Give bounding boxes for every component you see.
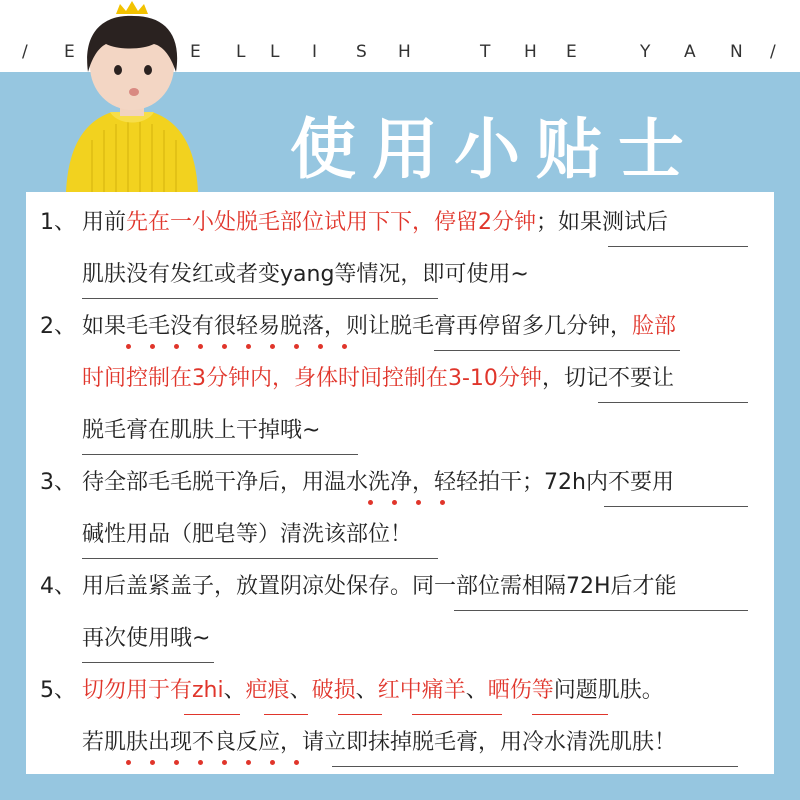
tip-text: 、 (223, 678, 246, 703)
text-underline (332, 766, 738, 767)
tip-text: 、 (289, 678, 312, 703)
brand-letter: / (770, 42, 776, 62)
tip-text: 如果毛毛没有很轻易脱落，则让脱毛膏再停留多几分钟， (82, 314, 633, 339)
text-underline (82, 558, 438, 559)
brand-letter: H (524, 42, 537, 62)
tip-text-highlight: 先在一小处脱毛部位试用下下，停留2分钟 (126, 210, 537, 235)
brand-letter: I (312, 42, 318, 62)
tip-text: 若肌肤出现不良反应，请立即抹掉脱毛膏，用冷水清洗肌肤！ (82, 730, 677, 755)
text-underline (608, 246, 748, 247)
tip-text: 脱毛膏在肌肤上干掉哦~ (82, 418, 321, 443)
tip-text-highlight: 疤痕 (245, 678, 290, 703)
tip-text-highlight: 脸部 (632, 314, 677, 339)
text-underline (82, 298, 438, 299)
brand-letter: H (398, 42, 411, 62)
tip-line (82, 666, 664, 716)
crown-icon (116, 1, 148, 14)
text-underline (434, 350, 680, 351)
child-illustration (62, 0, 202, 192)
text-underline (454, 610, 748, 611)
tip-text-highlight: 红中痛羊 (377, 678, 466, 703)
brand-letter: E (64, 42, 75, 62)
emphasis-dots (126, 760, 316, 766)
tip-text: ；如果测试后 (536, 210, 669, 235)
tip-line (82, 354, 674, 404)
tip-text: 待全部毛毛脱干净后，用温水洗净，轻轻拍干；72h内不要用 (82, 470, 674, 495)
brand-letter: E (190, 42, 201, 62)
tip-text: 、 (465, 678, 488, 703)
tip-number: 4、 (40, 574, 76, 599)
tip-text: 肌肤没有发红或者变yang等情况，即可使用~ (82, 262, 529, 287)
text-underline (82, 454, 358, 455)
tip-text: 、 (355, 678, 378, 703)
emphasis-dots (126, 344, 356, 350)
tip-line (82, 198, 668, 248)
emphasis-dots (368, 500, 458, 506)
tip-number: 2、 (40, 314, 76, 339)
text-underline (82, 662, 214, 663)
sweater-shape (66, 112, 198, 192)
tip-line (82, 614, 210, 664)
page-title: 使用小贴士 (290, 111, 700, 188)
tip-number: 5、 (40, 678, 76, 703)
highlight-underline (184, 714, 240, 715)
brand-letter: / (22, 42, 28, 62)
brand-letter: L (236, 42, 246, 62)
tip-number: 3、 (40, 470, 76, 495)
brand-letter: E (566, 42, 577, 62)
tip-text: 再次使用哦~ (82, 626, 211, 651)
tip-text-highlight: 破损 (311, 678, 356, 703)
brand-letter: A (684, 42, 696, 62)
tip-line (82, 562, 677, 612)
tip-line (82, 510, 412, 560)
tip-text-highlight: 切勿用于有zhi (82, 678, 224, 703)
brand-letter: N (730, 42, 743, 62)
text-underline (604, 506, 748, 507)
tips-card (26, 192, 774, 774)
tip-text: 碱性用品（肥皂等）清洗该部位！ (82, 522, 413, 547)
brand-letter: T (480, 42, 491, 62)
highlight-underline (532, 714, 608, 715)
tip-line (82, 406, 320, 456)
highlight-underline (338, 714, 382, 715)
tip-line (82, 250, 529, 300)
tip-text: ，切记不要让 (541, 366, 674, 391)
tip-text-highlight: 时间控制在3分钟内，身体时间控制在3-10分钟 (82, 366, 542, 391)
text-underline (598, 402, 748, 403)
highlight-underline (264, 714, 308, 715)
tip-text: 问题肌肤。 (553, 678, 664, 703)
brand-letter: S (356, 42, 367, 62)
brand-letter: L (270, 42, 280, 62)
tip-text: 用后盖紧盖子，放置阴凉处保存。同一部位需相隔72H后才能 (82, 574, 677, 599)
tip-text-highlight: 晒伤等 (487, 678, 554, 703)
highlight-underline (412, 714, 502, 715)
tip-number: 1、 (40, 210, 76, 235)
tip-text: 用前 (82, 210, 127, 235)
brand-letter: Y (640, 42, 651, 62)
